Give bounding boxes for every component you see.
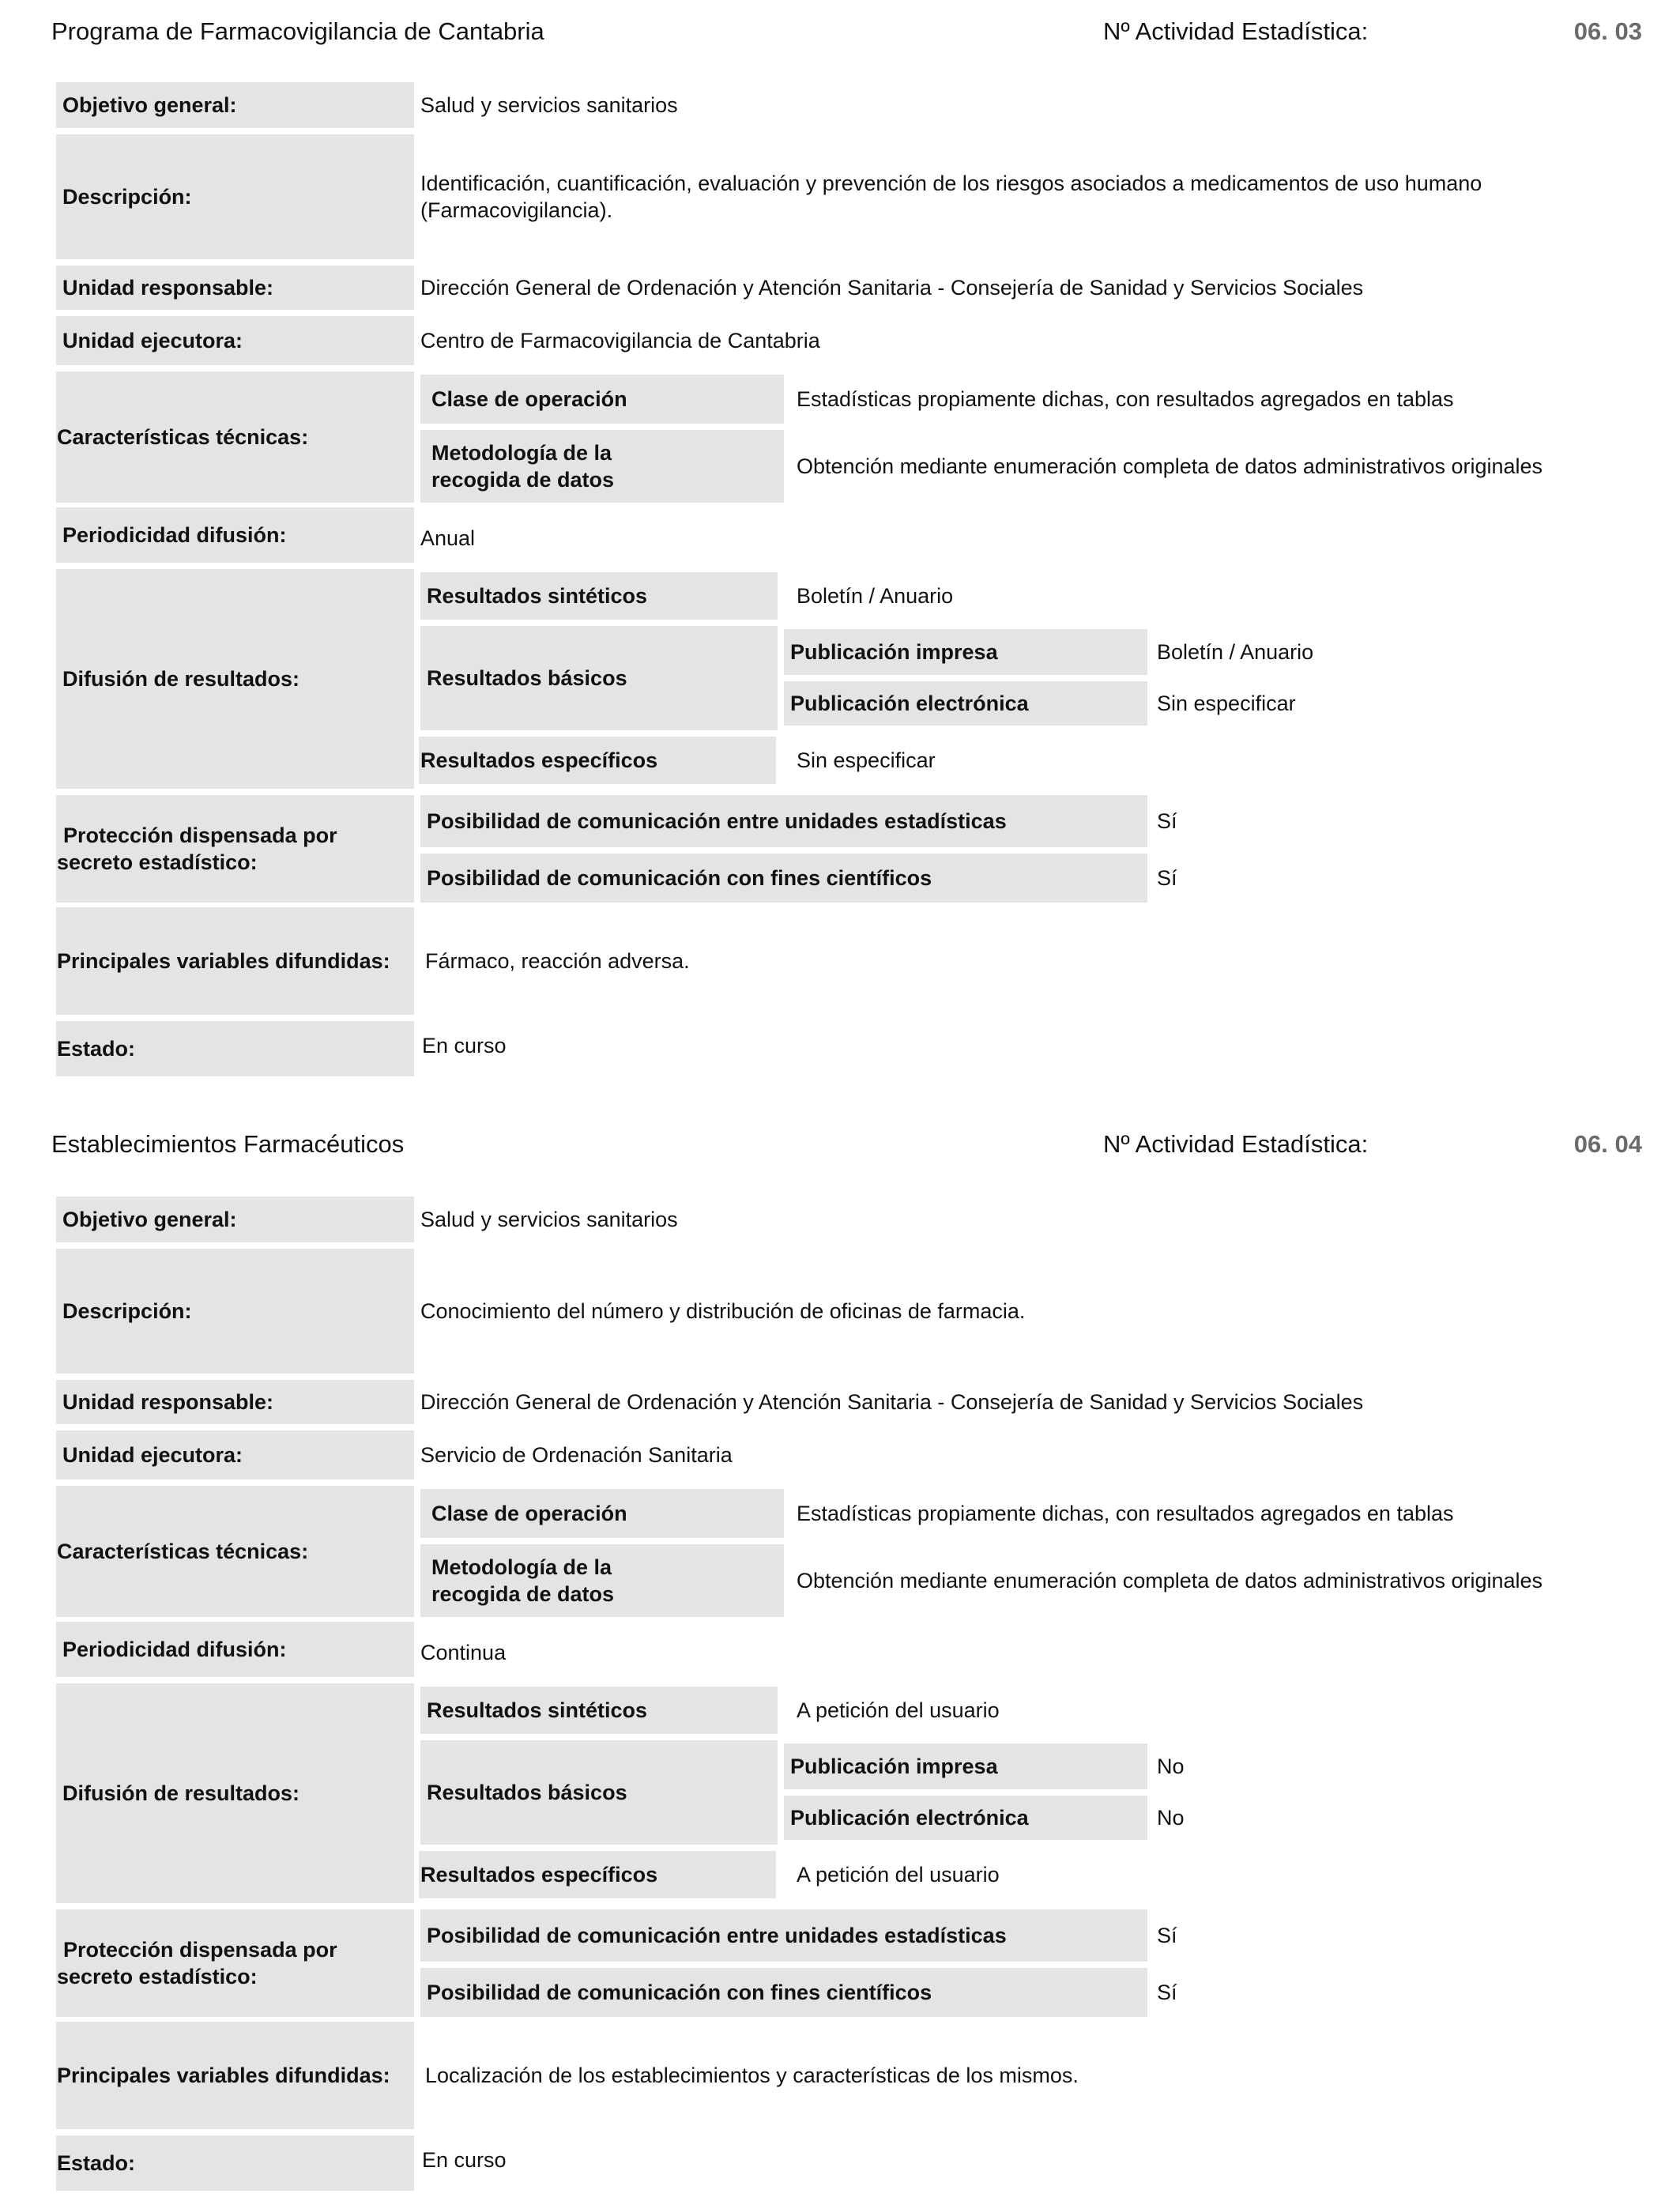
descripcion-value: Identificación, cuantificación, evaluación y prevención de los riesgos asociados a medicamentos de uso humano (Farmacovigilancia).	[420, 172, 1482, 222]
especificos-value: Sin especificar	[797, 748, 936, 772]
ejecutora-label: Unidad ejecutora:	[56, 1430, 414, 1479]
responsable-value: Dirección General de Ordenación y Atención Sanitaria - Consejería de Sanidad y Servicios Sociales	[420, 276, 1364, 300]
descripcion-label: Descripción:	[56, 134, 414, 259]
electronica-value: Sin especificar	[1157, 692, 1296, 715]
metodologia-value: Obtención mediante enumeración completa de datos administrativos originales	[797, 454, 1543, 478]
descripcion-value: Conocimiento del número y distribución de oficinas de farmacia.	[420, 1299, 1026, 1323]
difusion-label: Difusión de resultados:	[56, 1683, 414, 1903]
impresa-value: No	[1157, 1755, 1185, 1778]
proteccion-label	[56, 795, 414, 903]
clase-label: Clase de operación	[420, 1489, 784, 1538]
periodicidad-value: Continua	[420, 1641, 507, 1664]
metodologia-label-line1: Metodología de la	[431, 1555, 612, 1579]
descripcion-label: Descripción:	[56, 1249, 414, 1374]
metodologia-label-line2: recogida de datos	[431, 1582, 615, 1606]
variables-label: Principales variables difundidas:	[56, 2022, 414, 2129]
caracteristicas-label: Características técnicas:	[56, 1486, 414, 1617]
basicos-label: Resultados básicos	[420, 1740, 778, 1845]
difusion-label: Difusión de resultados:	[56, 569, 414, 789]
estado-value: En curso	[422, 1034, 507, 1057]
especificos-label: Resultados específicos	[419, 1851, 776, 1898]
proteccion-label-line1: Protección dispensada por	[63, 1938, 337, 1962]
com-cientificos-value: Sí	[1157, 1981, 1177, 2004]
com-unidades-value: Sí	[1157, 809, 1177, 833]
activity-number-value: 06. 04	[1573, 1130, 1642, 1158]
estado-value: En curso	[422, 2148, 507, 2172]
proteccion-label	[56, 1909, 414, 2017]
variables-label: Principales variables difundidas:	[56, 907, 414, 1015]
record-title: Establecimientos Farmacéuticos	[51, 1130, 405, 1158]
sinteticos-label: Resultados sintéticos	[420, 572, 778, 620]
clase-value: Estadísticas propiamente dichas, con resultados agregados en tablas	[797, 387, 1454, 411]
activity-number-value: 06. 03	[1573, 17, 1642, 45]
clase-label: Clase de operación	[420, 375, 784, 424]
com-cientificos-label: Posibilidad de comunicación con fines científicos	[420, 1968, 1147, 2017]
com-unidades-value: Sí	[1157, 1924, 1177, 1947]
especificos-label: Resultados específicos	[419, 737, 776, 784]
objetivo-value: Salud y servicios sanitarios	[420, 93, 678, 117]
responsable-value: Dirección General de Ordenación y Atención Sanitaria - Consejería de Sanidad y Servicios Sociales	[420, 1390, 1364, 1414]
periodicidad-value: Anual	[420, 526, 476, 550]
ejecutora-value: Centro de Farmacovigilancia de Cantabria	[420, 329, 820, 352]
periodicidad-label: Periodicidad difusión:	[56, 1622, 414, 1677]
impresa-value: Boletín / Anuario	[1157, 640, 1314, 664]
ejecutora-value: Servicio de Ordenación Sanitaria	[420, 1443, 733, 1467]
responsable-label: Unidad responsable:	[56, 1380, 414, 1424]
com-unidades-label: Posibilidad de comunicación entre unidades estadísticas	[420, 1909, 1147, 1962]
variables-value: Fármaco, reacción adversa.	[425, 949, 690, 973]
periodicidad-label: Periodicidad difusión:	[56, 507, 414, 563]
activity-number-label: Nº Actividad Estadística:	[1103, 1130, 1369, 1158]
proteccion-label-line2: secreto estadístico:	[57, 1965, 258, 1988]
impresa-label: Publicación impresa	[784, 1743, 1147, 1789]
metodologia-label	[420, 1544, 784, 1617]
metodologia-label	[420, 430, 784, 503]
metodologia-label-line1: Metodología de la	[431, 441, 612, 465]
sinteticos-value: Boletín / Anuario	[797, 584, 954, 608]
electronica-value: No	[1157, 1806, 1185, 1830]
com-cientificos-value: Sí	[1157, 866, 1177, 890]
electronica-label: Publicación electrónica	[784, 681, 1147, 726]
record-title: Programa de Farmacovigilancia de Cantabria	[51, 17, 544, 45]
objetivo-label: Objetivo general:	[56, 1197, 414, 1242]
impresa-label: Publicación impresa	[784, 629, 1147, 675]
metodologia-label-line2: recogida de datos	[431, 468, 615, 492]
variables-value: Localización de los establecimientos y características de los mismos.	[425, 2064, 1079, 2087]
ejecutora-label: Unidad ejecutora:	[56, 316, 414, 365]
activity-record-2	[0, 1114, 1680, 2205]
objetivo-label: Objetivo general:	[56, 82, 414, 128]
metodologia-value: Obtención mediante enumeración completa de datos administrativos originales	[797, 1569, 1543, 1592]
estado-label: Estado:	[56, 2135, 414, 2191]
activity-number-label: Nº Actividad Estadística:	[1103, 17, 1369, 45]
com-cientificos-label: Posibilidad de comunicación con fines científicos	[420, 854, 1147, 903]
proteccion-label-line1: Protección dispensada por	[63, 824, 337, 847]
sinteticos-value: A petición del usuario	[797, 1698, 1000, 1722]
sinteticos-label: Resultados sintéticos	[420, 1687, 778, 1734]
caracteristicas-label: Características técnicas:	[56, 371, 414, 503]
basicos-label: Resultados básicos	[420, 626, 778, 730]
estado-label: Estado:	[56, 1021, 414, 1076]
electronica-label: Publicación electrónica	[784, 1796, 1147, 1840]
responsable-label: Unidad responsable:	[56, 266, 414, 310]
com-unidades-label: Posibilidad de comunicación entre unidades estadísticas	[420, 795, 1147, 847]
clase-value: Estadísticas propiamente dichas, con resultados agregados en tablas	[797, 1502, 1454, 1525]
activity-record-1	[0, 0, 1680, 1091]
proteccion-label-line2: secreto estadístico:	[57, 850, 258, 874]
objetivo-value: Salud y servicios sanitarios	[420, 1208, 678, 1231]
especificos-value: A petición del usuario	[797, 1863, 1000, 1886]
